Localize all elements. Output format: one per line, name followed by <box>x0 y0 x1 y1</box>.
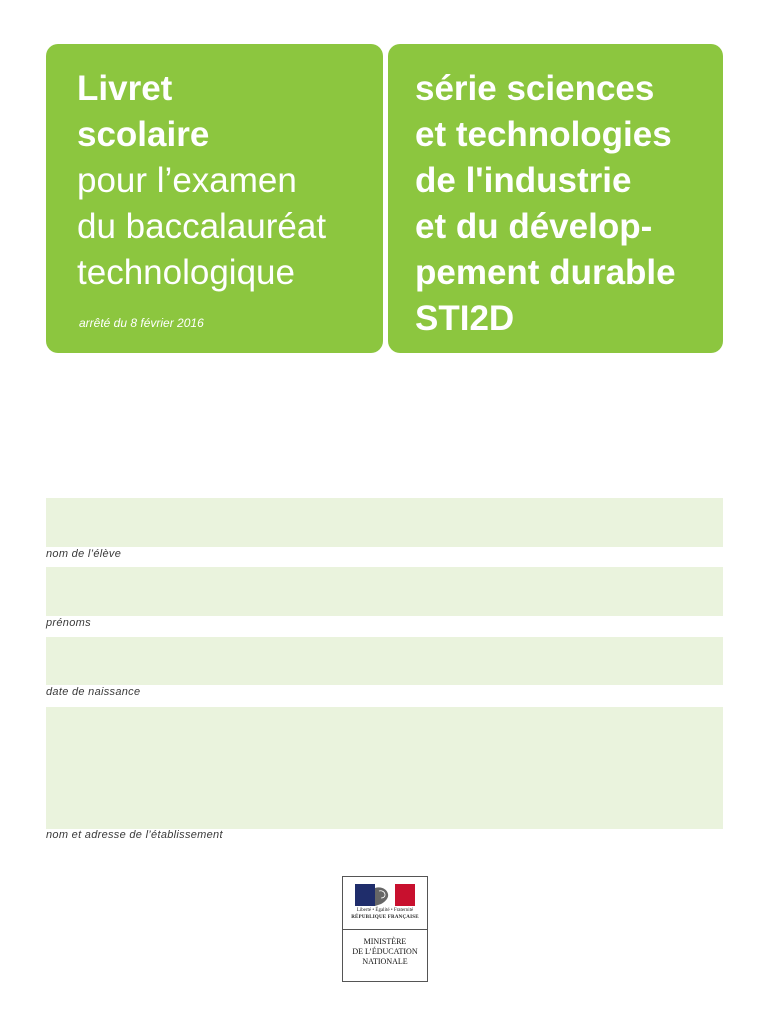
ministry-name <box>343 937 427 967</box>
series-line-5: pement durable <box>415 253 676 292</box>
series-line-6: STI2D <box>415 299 515 338</box>
republic-name: RÉPUBLIQUE FRANÇAISE <box>351 915 419 920</box>
school-address-label: nom et adresse de l’établissement <box>46 829 223 841</box>
ministry-logo <box>342 876 428 982</box>
student-name-label: nom de l’élève <box>46 548 122 560</box>
student-name-field[interactable] <box>46 498 723 547</box>
series-box <box>388 44 723 353</box>
title-box <box>46 44 383 353</box>
series-line-1: série sciences <box>415 69 655 108</box>
ministry-line-2: DE L’ÉDUCATION <box>352 947 418 956</box>
school-address-field[interactable] <box>46 707 723 829</box>
series-title <box>415 66 676 342</box>
series-line-2: et technologies <box>415 115 672 154</box>
series-line-3: de l'industrie <box>415 161 632 200</box>
marianne-icon <box>355 884 415 906</box>
birth-date-label: date de naissance <box>46 686 141 698</box>
title-line-1: Livret <box>77 69 173 108</box>
decree-date: arrêté du 8 février 2016 <box>79 316 204 330</box>
republic-motto: Liberté • Égalité • Fraternité <box>356 908 414 913</box>
ministry-line-1: MINISTÈRE <box>363 937 407 946</box>
title-line-2: scolaire <box>77 115 210 154</box>
subtitle-line-1: pour l’examen <box>77 161 297 200</box>
subtitle-line-3: technologique <box>77 253 295 292</box>
first-names-field[interactable] <box>46 567 723 616</box>
series-line-4: et du dévelop- <box>415 207 653 246</box>
booklet-title <box>77 66 326 296</box>
first-names-label: prénoms <box>46 617 91 629</box>
ministry-line-3: NATIONALE <box>362 957 408 966</box>
republic-emblem <box>343 877 427 930</box>
subtitle-line-2: du baccalauréat <box>77 207 327 246</box>
birth-date-field[interactable] <box>46 637 723 685</box>
